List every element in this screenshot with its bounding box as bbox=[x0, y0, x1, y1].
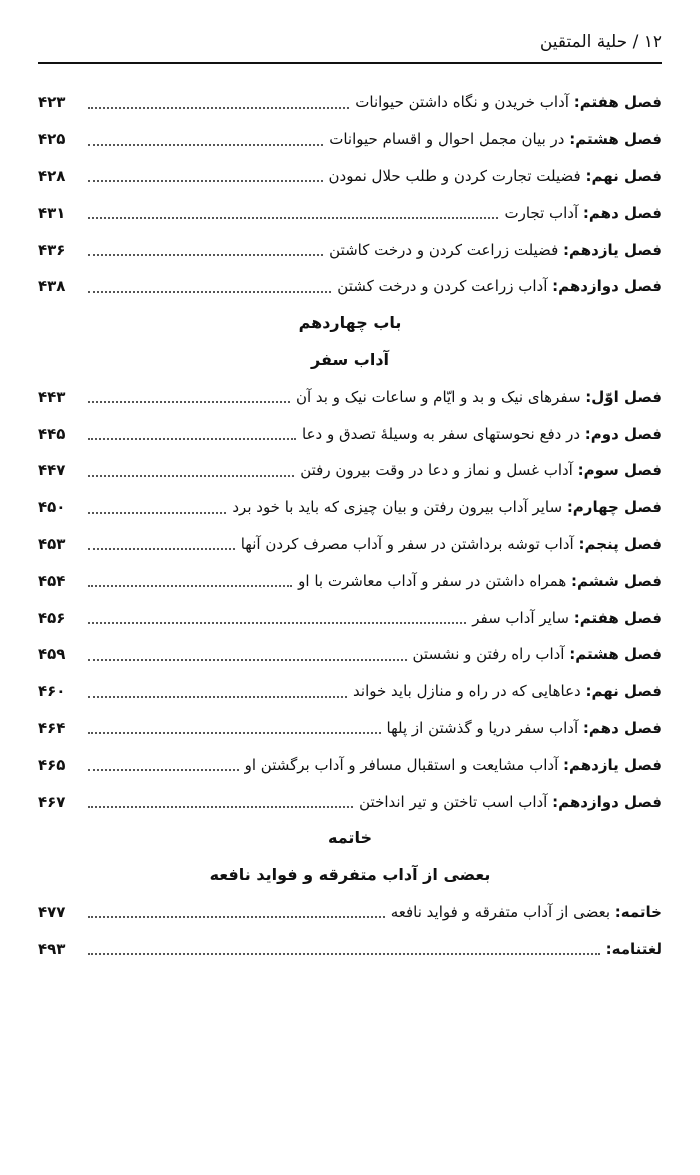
dot-leader bbox=[88, 658, 407, 661]
toc-entry[interactable] bbox=[38, 783, 662, 820]
entry-title bbox=[325, 241, 662, 259]
dot-leader bbox=[88, 253, 323, 256]
entry-page-number: ۴۶۵ bbox=[38, 755, 66, 774]
entry-label: فصل نهم: bbox=[585, 166, 662, 185]
entry-page-number: ۴۶۷ bbox=[38, 792, 66, 811]
section-heading: بعضی از آداب متفرقه و فواید نافعه bbox=[209, 864, 491, 884]
entry-label: فصل دوم: bbox=[584, 424, 662, 443]
toc-entry[interactable] bbox=[38, 636, 662, 673]
header-text bbox=[540, 32, 662, 52]
toc-entry[interactable] bbox=[38, 526, 662, 563]
entry-page-number: ۴۶۴ bbox=[38, 718, 66, 737]
entry-title bbox=[383, 719, 663, 737]
entry-text: آداب تجارت bbox=[504, 203, 583, 222]
dot-leader bbox=[88, 511, 226, 514]
entry-page-number: ۴۳۸ bbox=[38, 277, 66, 296]
entry-page-number: ۴۵۰ bbox=[38, 498, 66, 517]
entry-text: آداب اسب تاختن و تیر انداختن bbox=[359, 792, 553, 811]
entry-label: لغتنامه: bbox=[605, 939, 662, 958]
entry-text: آداب خریدن و نگاه داشتن حیوانات bbox=[355, 93, 574, 112]
toc-entry[interactable] bbox=[38, 710, 662, 747]
entry-title bbox=[298, 425, 662, 443]
dot-leader bbox=[88, 731, 381, 734]
dot-leader bbox=[88, 179, 323, 182]
entry-text: در بیان مجمل احوال و اقسام حیوانات bbox=[329, 130, 570, 149]
dot-leader bbox=[88, 474, 294, 477]
dot-leader bbox=[88, 584, 292, 587]
section-heading: آداب سفر bbox=[310, 349, 390, 369]
entry-page-number: ۴۴۳ bbox=[38, 387, 66, 406]
entry-page-number: ۴۴۷ bbox=[38, 461, 66, 480]
section-heading: باب چهاردهم bbox=[298, 312, 402, 332]
entry-text: بعضی از آداب متفرقه و فواید نافعه bbox=[390, 902, 615, 921]
entry-label: فصل هفتم: bbox=[573, 93, 662, 112]
entry-label: فصل یازدهم: bbox=[563, 240, 662, 259]
entry-label: خاتمه: bbox=[614, 902, 662, 921]
entry-label: فصل دوازدهم: bbox=[552, 277, 662, 296]
toc-entry[interactable] bbox=[38, 930, 662, 967]
entry-text: سفرهای نیک و بد و ایّام و ساعات نیک و بد آن bbox=[295, 387, 586, 406]
dot-leader bbox=[88, 290, 331, 293]
entry-text: همراه داشتن در سفر و آداب معاشرت با او bbox=[298, 571, 571, 590]
entry-page-number: ۴۵۹ bbox=[38, 645, 66, 664]
entry-page-number: ۴۲۵ bbox=[38, 130, 66, 149]
entry-page-number: ۴۲۳ bbox=[38, 93, 66, 112]
entry-label: فصل چهارم: bbox=[566, 498, 662, 517]
entry-title bbox=[602, 940, 662, 958]
toc-entry[interactable] bbox=[38, 562, 662, 599]
entry-page-number: ۴۵۴ bbox=[38, 571, 66, 590]
entry-text: آداب توشه برداشتن در سفر و آداب مصرف کردن آنها bbox=[240, 534, 579, 553]
entry-title bbox=[349, 682, 662, 700]
entry-label: فصل ششم: bbox=[571, 571, 662, 590]
entry-label: فصل هفتم: bbox=[573, 608, 662, 627]
dot-leader bbox=[88, 768, 239, 771]
entry-label: فصل سوم: bbox=[577, 461, 662, 480]
entry-page-number: ۴۹۳ bbox=[38, 939, 66, 958]
dot-leader bbox=[88, 143, 323, 146]
entry-title bbox=[387, 903, 662, 921]
entry-page-number: ۴۵۶ bbox=[38, 608, 66, 627]
entry-title bbox=[237, 535, 662, 553]
entry-text: فضیلت تجارت کردن و طلب حلال نمودن bbox=[328, 166, 586, 185]
entry-page-number: ۴۲۸ bbox=[38, 166, 66, 185]
book-title: حلیة المتقین bbox=[539, 32, 628, 52]
entry-text: دعاهایی که در راه و منازل باید خواند bbox=[353, 682, 586, 701]
entry-title bbox=[409, 645, 663, 663]
toc-entry[interactable] bbox=[38, 489, 662, 526]
toc-entry[interactable] bbox=[38, 84, 662, 121]
section-heading: خاتمه bbox=[328, 827, 372, 847]
entry-title bbox=[468, 609, 662, 627]
entry-title bbox=[241, 756, 662, 774]
dot-leader bbox=[88, 400, 290, 403]
entry-text: سایر آداب بیرون رفتن و بیان چیزی که باید با خود برد bbox=[232, 498, 567, 517]
toc-entry[interactable] bbox=[38, 231, 662, 268]
entry-label: فصل هشتم: bbox=[569, 130, 662, 149]
dot-leader bbox=[88, 952, 600, 955]
toc-entry[interactable] bbox=[38, 268, 662, 305]
entry-text: در دفع نحوستهای سفر به وسیلهٔ تصدق و دعا bbox=[302, 424, 585, 443]
entry-label: فصل هشتم: bbox=[569, 645, 662, 664]
dot-leader bbox=[88, 216, 498, 219]
entry-title bbox=[294, 572, 662, 590]
dot-leader bbox=[88, 437, 296, 440]
entry-text: آداب راه رفتن و نشستن bbox=[412, 645, 570, 664]
dot-leader bbox=[88, 915, 385, 918]
entry-text: فضیلت زراعت کردن و درخت کاشتن bbox=[329, 240, 564, 259]
entry-text: آداب زراعت کردن و درخت کشتن bbox=[337, 277, 553, 296]
entry-text: آداب غسل و نماز و دعا در وقت بیرون رفتن bbox=[300, 461, 578, 480]
dot-leader bbox=[88, 106, 349, 109]
entry-label: فصل دوازدهم: bbox=[552, 792, 662, 811]
toc-entry[interactable] bbox=[38, 599, 662, 636]
entry-page-number: ۴۵۳ bbox=[38, 534, 66, 553]
header-separator: / bbox=[632, 32, 639, 52]
entry-label: فصل نهم: bbox=[585, 682, 662, 701]
entry-page-number: ۴۶۰ bbox=[38, 682, 66, 701]
entry-label: فصل یازدهم: bbox=[563, 755, 662, 774]
dot-leader bbox=[88, 621, 466, 624]
toc-entry[interactable] bbox=[38, 746, 662, 783]
dot-leader bbox=[88, 805, 353, 808]
entry-page-number: ۴۷۷ bbox=[38, 902, 66, 921]
toc-entry[interactable] bbox=[38, 452, 662, 489]
entry-title bbox=[355, 793, 662, 811]
entry-label: فصل پنجم: bbox=[578, 534, 662, 553]
entry-title bbox=[500, 204, 662, 222]
entry-page-number: ۴۳۱ bbox=[38, 203, 66, 222]
entry-label: فصل دهم: bbox=[582, 203, 662, 222]
toc-entry[interactable] bbox=[38, 158, 662, 195]
entry-text: آداب مشایعت و استقبال مسافر و آداب برگشتن او bbox=[244, 755, 564, 774]
dot-leader bbox=[88, 695, 347, 698]
entry-title bbox=[333, 277, 662, 295]
entry-title bbox=[325, 130, 662, 148]
toc-entry[interactable] bbox=[38, 194, 662, 231]
toc-entry[interactable] bbox=[38, 378, 662, 415]
entry-title bbox=[351, 93, 662, 111]
entry-text: آداب سفر دریا و گذشتن از پلها bbox=[386, 718, 583, 737]
entry-text: سایر آداب سفر bbox=[472, 608, 574, 627]
entry-title bbox=[325, 167, 663, 185]
toc-entry[interactable] bbox=[38, 894, 662, 931]
toc-entry[interactable] bbox=[38, 121, 662, 158]
dot-leader bbox=[88, 547, 235, 550]
entry-title bbox=[228, 498, 662, 516]
entry-label: فصل دهم: bbox=[582, 718, 662, 737]
page-number: ۱۲ bbox=[643, 32, 662, 52]
toc-entry[interactable] bbox=[38, 415, 662, 452]
running-header bbox=[38, 30, 662, 64]
entry-title bbox=[296, 461, 662, 479]
toc-entry[interactable] bbox=[38, 673, 662, 710]
entry-label: فصل اوّل: bbox=[585, 387, 662, 406]
entry-page-number: ۴۳۶ bbox=[38, 240, 66, 259]
table-of-contents bbox=[38, 84, 662, 967]
entry-title bbox=[292, 388, 662, 406]
entry-page-number: ۴۴۵ bbox=[38, 424, 66, 443]
